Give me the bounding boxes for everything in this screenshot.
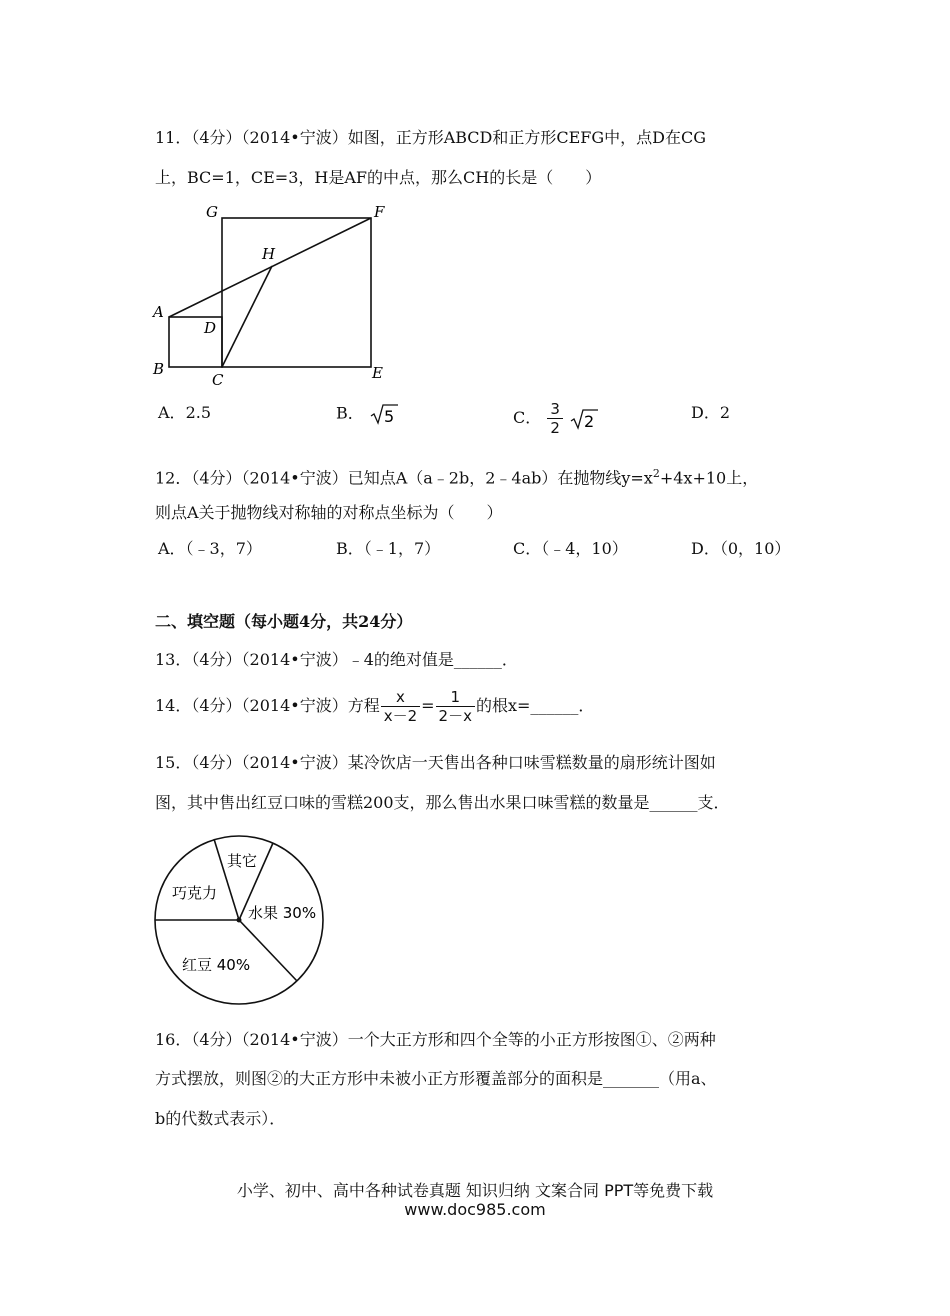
label-h: H [262,245,276,263]
q16-line1: 16．（4分）（2014•宁波）一个大正方形和四个全等的小正方形按图①、②两种 [155,1030,716,1049]
q14-frac1-num: x [381,688,420,707]
q16-line3: b的代数式表示）． [155,1109,286,1128]
q11-option-a [158,402,211,424]
q14-fraction-1 [381,688,420,725]
pie-label-chocolate: 巧克力 [172,884,218,902]
q11-option-c-num: 3 [547,400,563,419]
q11-option-b [336,402,399,426]
q12-option-d: D．（0，10） [691,539,791,558]
q12-line1 [155,463,758,489]
footer-line1: 小学、初中、高中各种试卷真题 知识归纳 文案合同 PPT等免费下载 [236,1181,714,1200]
q11-option-b-label: B． [336,403,364,423]
q11-geometry-figure [145,198,395,390]
square-cefg [222,218,371,367]
q11-option-c-den: 2 [550,419,560,437]
q14-post: 的根x=______． [475,696,595,715]
label-f: F [374,203,385,221]
segment-af [169,218,371,317]
q14-equals: = [421,696,435,715]
pie-label-fruit: 水果 30% [248,904,317,922]
q12-line1-pre: 12．（4分）（2014•宁波）已知点A（a﹣2b，2﹣4ab）在抛物线y=x [155,468,653,488]
label-b: B [153,360,165,378]
q14-fraction-2 [436,688,475,725]
q13: 13．（4分）（2014•宁波）﹣4的绝对值是______． [155,650,518,669]
label-g: G [206,203,218,221]
pie-label-other: 其它 [227,852,258,870]
q14-frac1-den: x－2 [383,707,418,725]
segment-ch [222,266,272,367]
q11-option-c-fraction [547,400,563,437]
pie-center-dot [237,918,242,923]
q15-line2: 图，其中售出红豆口味的雪糕200支，那么售出水果口味雪糕的数量是______支． [155,793,730,812]
q16-line2: 方式摆放，则图②的大正方形中未被小正方形覆盖部分的面积是_______（用a、 [155,1069,717,1088]
q14-frac2-num: 1 [436,688,475,707]
q14-frac2-den: 2－x [438,707,472,725]
q14 [155,688,594,725]
q11-option-c-radicand: 2 [583,412,595,431]
q11-option-c [513,400,599,437]
q12-option-c: C．（﹣4，10） [513,539,628,558]
q11-option-a-value: 2.5 [185,403,212,422]
q15-line1: 15．（4分）（2014•宁波）某冷饮店一天售出各种口味雪糕数量的扇形统计图如 [155,753,716,772]
q11-line1: 11．（4分）（2014•宁波）如图，正方形ABCD和正方形CEFG中，点D在CG [155,128,707,147]
label-a: A [153,303,164,321]
q12-option-a: A．（﹣3，7） [158,539,262,558]
q11-option-d-label: D． [691,403,720,422]
label-d: D [204,319,217,337]
q12-option-b: B．（﹣1，7） [336,539,441,558]
q12-line1-post: +4x+10上， [659,468,759,488]
q11-option-c-label: C． [513,408,542,427]
pie-label-redbean: 红豆 40% [182,956,251,974]
q12-exponent: 2 [652,467,660,480]
footer-url[interactable]: www.doc985.com [404,1200,546,1219]
q11-option-b-radicand: 5 [383,407,395,426]
sqrt-icon [569,407,599,431]
q15-pie-figure [150,832,330,1010]
q11-line2: 上，BC=1，CE=3，H是AF的中点，那么CH的长是（ ） [155,168,602,187]
sqrt-icon [369,402,399,426]
q12-line2: 则点A关于抛物线对称轴的对称点坐标为（ ） [155,503,503,522]
label-e: E [372,364,383,382]
q11-option-a-label: A． [158,403,186,422]
section2-title: 二、填空题（每小题4分，共24分） [155,612,413,631]
q14-pre: 14．（4分）（2014•宁波）方程 [155,696,380,715]
q11-option-d-value: 2 [719,403,731,422]
label-c: C [212,371,224,389]
q11-option-d [691,402,730,424]
